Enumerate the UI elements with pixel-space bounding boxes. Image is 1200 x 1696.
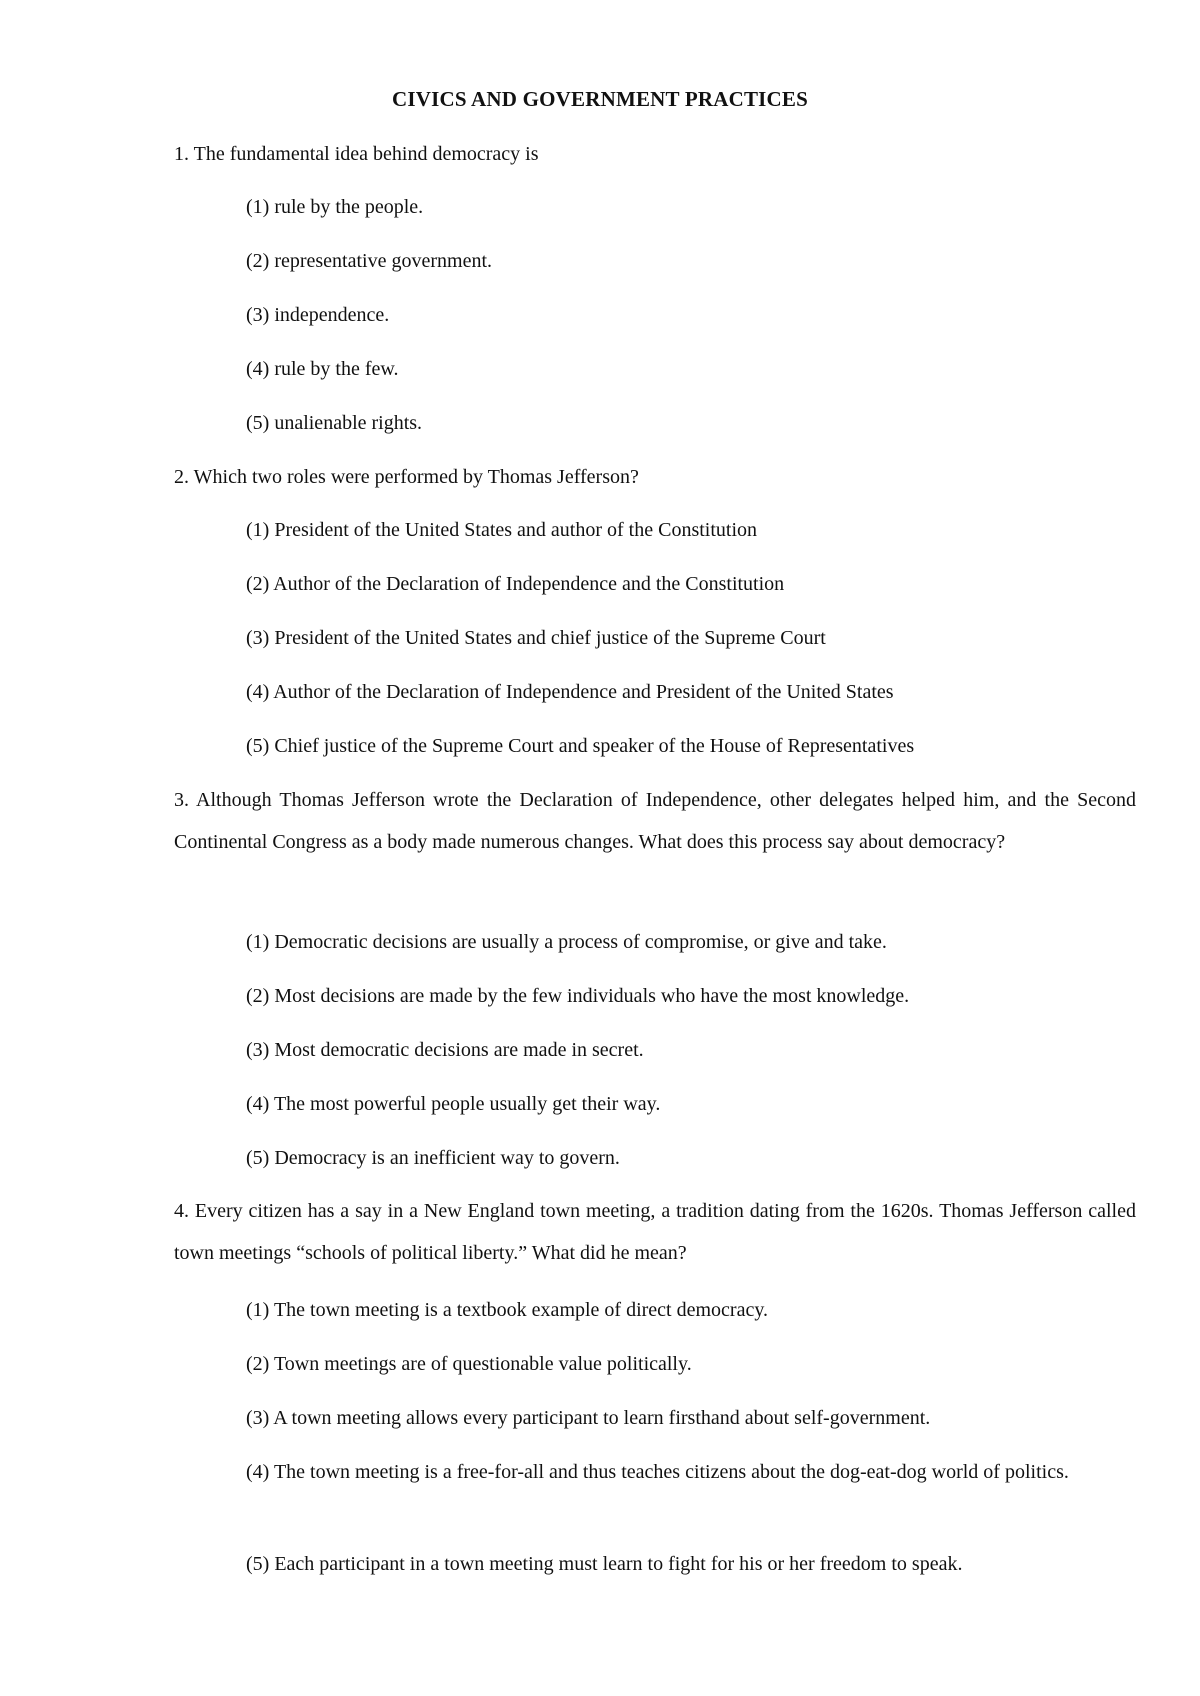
question-1-option-2: (2) representative government. [246,250,493,272]
question-2-option-3: (3) President of the United States and chief justice of the Supreme Court [246,627,826,649]
question-4-option-4: (4) The town meeting is a free-for-all and thus teaches citizens about the dog-eat-dog world of politics. [246,1461,1069,1483]
question-3-option-3: (3) Most democratic decisions are made in secret. [246,1039,644,1061]
question-2-option-5: (5) Chief justice of the Supreme Court and speaker of the House of Representatives [246,735,915,757]
page-title: CIVICS AND GOVERNMENT PRACTICES [392,87,808,111]
question-3-option-5: (5) Democracy is an inefficient way to govern. [246,1147,620,1169]
question-4-stem: 4. Every citizen has a say in a New England town meeting, a tradition dating from the 1620s. Thomas Jefferson called town meetings “schools of political liberty.” What did he mean? [174,1200,1136,1264]
question-3-option-1: (1) Democratic decisions are usually a process of compromise, or give and take. [246,931,887,953]
question-3-option-4: (4) The most powerful people usually get their way. [246,1093,661,1115]
question-1-stem: 1. The fundamental idea behind democracy is [174,143,539,165]
question-4-option-5: (5) Each participant in a town meeting must learn to fight for his or her freedom to speak. [246,1553,963,1575]
question-2-option-1: (1) President of the United States and author of the Constitution [246,519,758,541]
question-2-option-2: (2) Author of the Declaration of Independence and the Constitution [246,573,785,595]
question-1-option-5: (5) unalienable rights. [246,412,423,434]
question-1-option-1: (1) rule by the people. [246,196,424,218]
question-3-stem: 3. Although Thomas Jefferson wrote the Declaration of Independence, other delegates helped him, and the Second Continental Congress as a body made numerous changes. What does this process say about democracy? [174,789,1136,853]
question-2-stem: 2. Which two roles were performed by Thomas Jefferson? [174,466,639,488]
question-4-option-3: (3) A town meeting allows every participant to learn firsthand about self-government. [246,1407,931,1429]
question-4-option-1: (1) The town meeting is a textbook example of direct democracy. [246,1299,769,1321]
question-1-option-3: (3) independence. [246,304,390,326]
question-4-option-2: (2) Town meetings are of questionable value politically. [246,1353,692,1375]
question-3-option-2: (2) Most decisions are made by the few individuals who have the most knowledge. [246,985,910,1007]
question-2-option-4: (4) Author of the Declaration of Independence and President of the United States [246,681,894,703]
question-1-option-4: (4) rule by the few. [246,358,399,380]
